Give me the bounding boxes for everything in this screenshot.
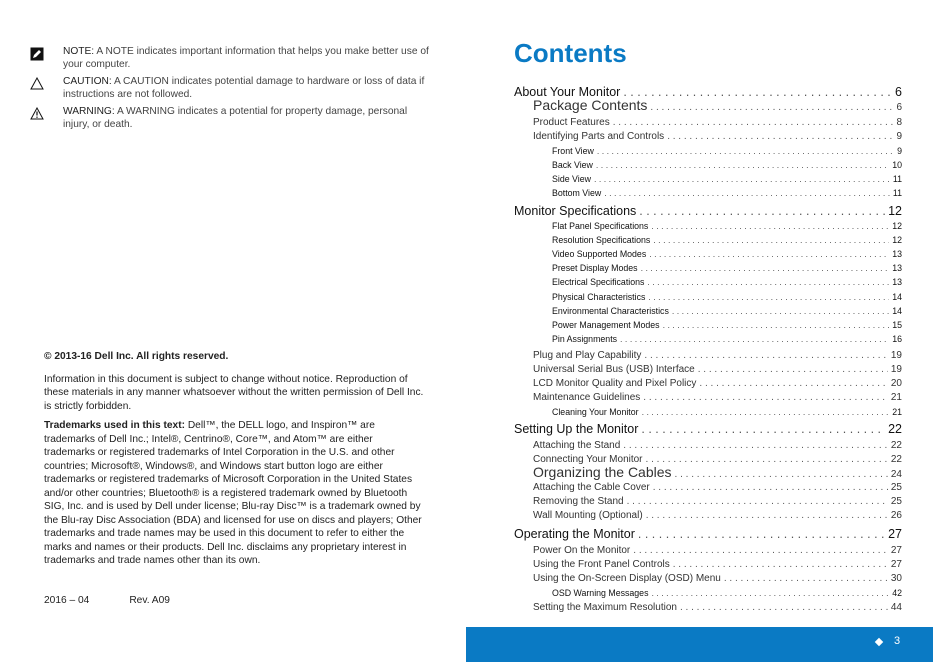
toc-leader-dots <box>604 188 890 198</box>
toc-entry-label: Using the Front Panel Controls <box>533 559 670 570</box>
note-notice <box>30 45 430 71</box>
toc-entry[interactable] <box>514 527 902 543</box>
caution-notice <box>30 75 430 101</box>
contents-title: Contents <box>514 38 627 68</box>
toc-entry-label: Maintenance Guidelines <box>533 392 641 403</box>
toc-entry[interactable] <box>552 160 902 173</box>
toc-entry[interactable] <box>533 510 902 524</box>
toc-entry-page: 9 <box>896 131 902 142</box>
toc-entry[interactable] <box>533 392 902 406</box>
toc-entry[interactable] <box>552 277 902 290</box>
toc-entry-page: 9 <box>897 146 902 156</box>
toc-entry-label: Side View <box>552 174 591 184</box>
toc-entry[interactable] <box>552 221 902 234</box>
warning-triangle-icon <box>30 105 63 131</box>
legal-block <box>44 350 424 574</box>
toc-entry-page: 19 <box>890 364 902 375</box>
warning-label: WARNING: <box>63 106 115 117</box>
toc-entry-label: Flat Panel Specifications <box>552 221 649 231</box>
toc-entry[interactable] <box>514 204 902 220</box>
toc-leader-dots <box>641 422 885 436</box>
toc-entry-label: Product Features <box>533 117 610 128</box>
left-page <box>0 0 466 662</box>
toc-leader-dots <box>613 117 894 128</box>
toc-leader-dots <box>644 350 887 361</box>
toc-entry-page: 14 <box>892 292 902 302</box>
toc-entry-page: 27 <box>890 545 902 556</box>
toc-entry[interactable] <box>552 235 902 248</box>
toc-entry-label: Attaching the Cable Cover <box>533 482 650 493</box>
revision-number: Rev. A09 <box>129 595 170 606</box>
diamond-icon <box>875 638 883 646</box>
toc-entry[interactable] <box>533 482 902 496</box>
toc-entry-label: Using the On-Screen Display (OSD) Menu <box>533 573 721 584</box>
toc-leader-dots <box>675 469 888 480</box>
toc-entry-label: Electrical Specifications <box>552 277 645 287</box>
revision-date: 2016 – 04 <box>44 595 90 606</box>
toc-entry-page: 24 <box>890 469 902 480</box>
toc-entry-label: Resolution Specifications <box>552 235 651 245</box>
toc-entry-page: 22 <box>890 440 902 451</box>
toc-leader-dots <box>647 277 889 287</box>
toc-leader-dots <box>642 407 890 417</box>
toc-entry-label: Video Supported Modes <box>552 249 647 259</box>
page-footer-bar <box>466 627 933 662</box>
toc-leader-dots <box>639 204 885 218</box>
toc-entry[interactable] <box>533 559 902 573</box>
toc-entry[interactable] <box>533 464 902 482</box>
toc-leader-dots <box>649 249 889 259</box>
toc-entry-page: 6 <box>895 85 902 99</box>
toc-entry-label: Removing the Stand <box>533 496 624 507</box>
toc-leader-dots <box>653 482 888 493</box>
toc-entry[interactable] <box>552 588 902 601</box>
toc-entry-page: 11 <box>892 188 902 198</box>
toc-entry-label: Identifying Parts and Controls <box>533 131 665 142</box>
toc-entry[interactable] <box>533 117 902 131</box>
toc-entry-label: Back View <box>552 160 593 170</box>
toc-leader-dots <box>597 146 894 156</box>
toc-entry-label: Operating the Monitor <box>514 527 635 541</box>
toc-entry[interactable] <box>552 334 902 347</box>
toc-entry[interactable] <box>533 131 902 145</box>
toc-entry[interactable] <box>514 422 902 438</box>
toc-leader-dots <box>663 320 890 330</box>
toc-entry-label: Setting Up the Monitor <box>514 422 639 436</box>
toc-entry-page: 12 <box>892 221 902 231</box>
toc-leader-dots <box>667 131 893 142</box>
toc-entry-label: Setting the Maximum Resolution <box>533 602 677 613</box>
note-text: A NOTE indicates important information that helps you make better use of your computer. <box>63 46 429 70</box>
toc-entry-page: 27 <box>888 527 902 541</box>
toc-entry-label: Bottom View <box>552 188 602 198</box>
toc-entry-page: 13 <box>892 249 902 259</box>
toc-entry-page: 15 <box>892 320 902 330</box>
toc-entry-page: 19 <box>890 350 902 361</box>
caution-text: A CAUTION indicates potential damage to hardware or loss of data if instructions are not followed. <box>63 76 425 100</box>
toc-leader-dots <box>594 174 890 184</box>
toc-entry-label: Environmental Characteristics <box>552 306 669 316</box>
toc-entry[interactable] <box>533 602 902 616</box>
toc-entry-label: OSD Warning Messages <box>552 588 649 598</box>
toc-entry-page: 8 <box>896 117 902 128</box>
toc-entry-label: Wall Mounting (Optional) <box>533 510 643 521</box>
toc-entry-label: Package Contents <box>533 97 648 113</box>
toc-entry-label: Universal Serial Bus (USB) Interface <box>533 364 695 375</box>
toc-entry[interactable] <box>533 573 902 587</box>
toc-entry-page: 22 <box>890 454 902 465</box>
toc-leader-dots <box>651 221 889 231</box>
right-page <box>466 0 933 662</box>
toc-entry-label: Monitor Specifications <box>514 204 637 218</box>
toc-entry[interactable] <box>552 306 902 319</box>
toc-leader-dots <box>650 102 893 113</box>
toc-entry-page: 25 <box>890 482 902 493</box>
toc-entry-page: 20 <box>890 378 902 389</box>
toc-leader-dots <box>672 306 889 316</box>
toc-entry-page: 6 <box>896 102 902 113</box>
toc-entry-page: 14 <box>892 306 902 316</box>
toc-entry-label: Power Management Modes <box>552 320 660 330</box>
toc-entry-label: Front View <box>552 146 594 156</box>
note-label: NOTE: <box>63 46 95 57</box>
copyright-line: © 2013-16 Dell Inc. All rights reserved. <box>44 351 229 362</box>
toc-leader-dots <box>724 573 888 584</box>
toc-entry-page: 12 <box>892 235 902 245</box>
toc-entry-page: 16 <box>892 334 902 344</box>
toc-entry[interactable] <box>533 97 902 115</box>
trademarks-paragraph <box>44 419 424 568</box>
toc-entry-page: 10 <box>892 160 902 170</box>
toc-leader-dots <box>699 378 887 389</box>
toc-leader-dots <box>633 545 888 556</box>
toc-entry-page: 30 <box>890 573 902 584</box>
toc-leader-dots <box>648 292 889 302</box>
toc-entry[interactable] <box>552 146 902 159</box>
toc-entry[interactable] <box>552 292 902 305</box>
trademarks-label: Trademarks used in this text: <box>44 420 185 431</box>
toc-leader-dots <box>653 235 889 245</box>
toc-entry-label: Attaching the Stand <box>533 440 621 451</box>
toc-entry-label: Pin Assignments <box>552 334 618 344</box>
toc-entry-label: Preset Display Modes <box>552 263 638 273</box>
toc-entry[interactable] <box>552 188 902 201</box>
toc-leader-dots <box>638 527 885 541</box>
toc-entry[interactable] <box>552 263 902 276</box>
page-number: 3 <box>894 635 901 647</box>
toc-entry-page: 44 <box>890 602 902 613</box>
toc-leader-dots <box>680 602 888 613</box>
toc-entry-page: 22 <box>888 422 902 436</box>
toc-entry-page: 13 <box>892 277 902 287</box>
toc-leader-dots <box>651 588 889 598</box>
toc-leader-dots <box>641 263 890 273</box>
warning-text: A WARNING indicates a potential for property damage, personal injury, or death. <box>63 106 408 130</box>
toc-entry-page: 21 <box>890 392 902 403</box>
warning-notice <box>30 105 430 131</box>
toc-entry-label: Connecting Your Monitor <box>533 454 643 465</box>
caution-triangle-icon <box>30 75 63 101</box>
toc-entry[interactable] <box>533 364 902 378</box>
revision-footer <box>44 595 170 606</box>
toc-entry-label: Plug and Play Capability <box>533 350 642 361</box>
toc-leader-dots <box>646 510 888 521</box>
toc-entry-label: About Your Monitor <box>514 85 621 99</box>
toc-leader-dots <box>673 559 888 570</box>
toc-entry-label: LCD Monitor Quality and Pixel Policy <box>533 378 697 389</box>
toc-leader-dots <box>623 440 888 451</box>
trademarks-text: Dell™, the DELL logo, and Inspiron™ are trademarks of Dell Inc.; Intel®, Centrino®, Core™, and Atom™ are either trademarks or registered trademarks of Intel Corporation in the U.S. and other countries; Microsoft®, Windows®, and Windows start button logo are either trademarks or registered trademarks of Microsoft Corporation in the United States and/or other countries; Bluetooth® is a registered trademark owned by Bluetooth SIG, Inc. and is used by Dell under license; Blu-ray Disc™ is a trademark owned by the Blu-ray Disc Association (BDA) and licensed for use on discs and players; Other trademarks and trade names may be used in this document to refer to either the marks and names or their products. Dell Inc. disclaims any proprietary interest in trademarks and trade names other than its own. <box>44 420 422 566</box>
toc-leader-dots <box>620 334 889 344</box>
toc-entry-label: Power On the Monitor <box>533 545 631 556</box>
toc-entry[interactable] <box>533 350 902 364</box>
toc-entry[interactable] <box>552 174 902 187</box>
toc-leader-dots <box>596 160 889 170</box>
toc-entry[interactable] <box>533 545 902 559</box>
toc-entry-page: 13 <box>892 263 902 273</box>
toc-entry[interactable] <box>552 407 902 420</box>
toc-entry-label: Organizing the Cables <box>533 464 672 480</box>
toc-entry[interactable] <box>533 496 902 510</box>
toc-entry-page: 42 <box>892 588 902 598</box>
toc-entry-label: Physical Characteristics <box>552 292 646 302</box>
toc-entry-page: 27 <box>890 559 902 570</box>
toc-leader-dots <box>627 496 888 507</box>
info-paragraph: Information in this document is subject to change without notice. Reproduction of these materials in any manner whatsoever without the written permission of Dell Inc. is strictly forbidden. <box>44 373 424 412</box>
toc-leader-dots <box>698 364 888 375</box>
toc-leader-dots <box>643 392 888 403</box>
toc-entry-page: 12 <box>888 204 902 218</box>
toc-entry[interactable] <box>533 378 902 392</box>
toc-entry-page: 21 <box>892 407 902 417</box>
toc-entry-label: Cleaning Your Monitor <box>552 407 639 417</box>
toc-entry[interactable] <box>552 249 902 262</box>
toc-entry-page: 26 <box>890 510 902 521</box>
toc-entry[interactable] <box>533 440 902 454</box>
note-pencil-icon <box>30 45 63 71</box>
toc-entry[interactable] <box>552 320 902 333</box>
caution-label: CAUTION: <box>63 76 112 87</box>
toc-entry-page: 25 <box>890 496 902 507</box>
toc-entry-page: 11 <box>892 174 902 184</box>
